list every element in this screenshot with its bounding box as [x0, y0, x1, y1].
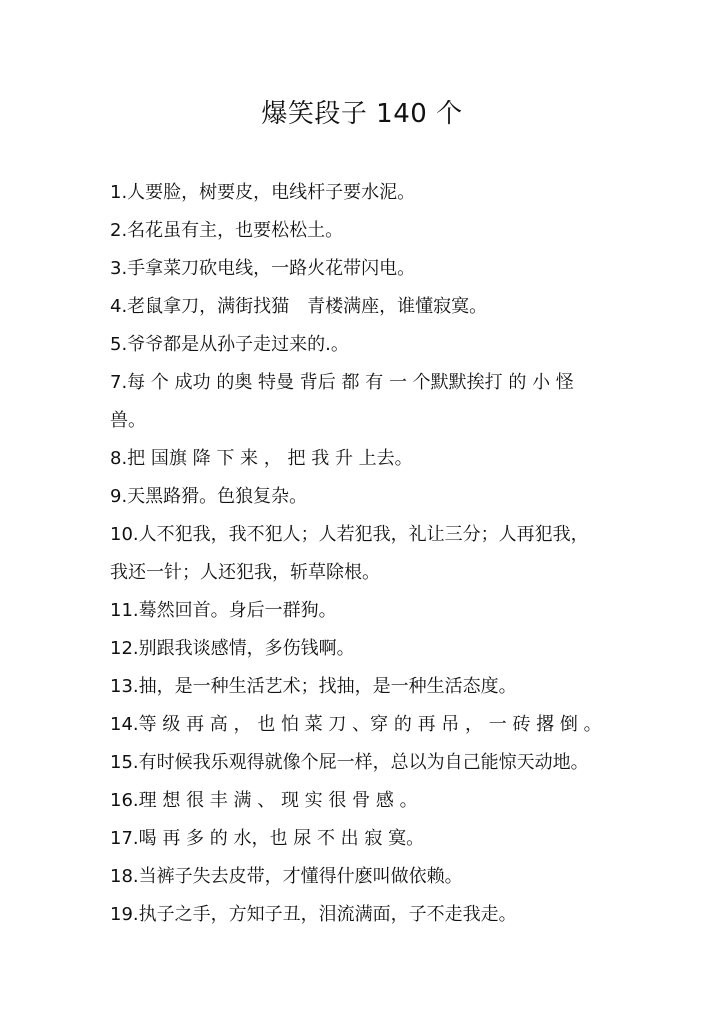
joke-line-10: 10.人不犯我，我不犯人；人若犯我，礼让三分；人再犯我， — [110, 524, 589, 545]
joke-line-12: 12.别跟我谈感情，多伤钱啊。 — [110, 638, 355, 659]
joke-line-7: 7.每 个 成功 的奥 特曼 背后 都 有 一 个默默挨打 的 小 怪 — [110, 372, 574, 393]
joke-line-19: 19.执子之手，方知子丑，泪流满面，子不走我走。 — [110, 904, 517, 925]
joke-line-7-continued: 兽。 — [110, 410, 146, 431]
joke-line-13: 13.抽，是一种生活艺术；找抽，是一种生活态度。 — [110, 676, 517, 697]
document-title: 爆笑段子 140 个 — [261, 99, 463, 129]
joke-line-15: 15.有时候我乐观得就像个屁一样，总以为自己能惊天动地。 — [110, 752, 589, 773]
joke-list — [110, 174, 650, 934]
joke-line-16: 16.理 想 很 丰 满 、 现 实 很 骨 感 。 — [110, 790, 418, 811]
joke-line-2: 2.名花虽有主，也要松松土。 — [110, 220, 344, 241]
joke-line-10-continued: 我还一针；人还犯我，斩草除根。 — [110, 562, 380, 583]
joke-line-5: 5.爷爷都是从孙子走过来的.。 — [110, 334, 349, 355]
joke-line-11: 11.蓦然回首。身后一群狗。 — [110, 600, 337, 621]
joke-line-8: 8.把 国旗 降 下 来 ， 把 我 升 上去。 — [110, 448, 413, 469]
joke-line-3: 3.手拿菜刀砍电线，一路火花带闪电。 — [110, 258, 416, 279]
joke-line-9: 9.天黑路猾。色狼复杂。 — [110, 486, 308, 507]
joke-line-14: 14.等 级 再 高 ， 也 怕 菜 刀 、穿 的 再 吊 ， 一 砖 撂 倒 。 — [110, 714, 602, 735]
joke-line-18: 18.当裤子失去皮带，才懂得什麽叫做依赖。 — [110, 866, 463, 887]
joke-line-17: 17.喝 再 多 的 水，也 尿 不 出 寂 寞。 — [110, 828, 425, 849]
joke-line-4: 4.老鼠拿刀，满街找猫 青楼满座，谁懂寂寞。 — [110, 296, 488, 317]
joke-line-1: 1.人要脸，树要皮，电线杆子要水泥。 — [110, 182, 416, 203]
